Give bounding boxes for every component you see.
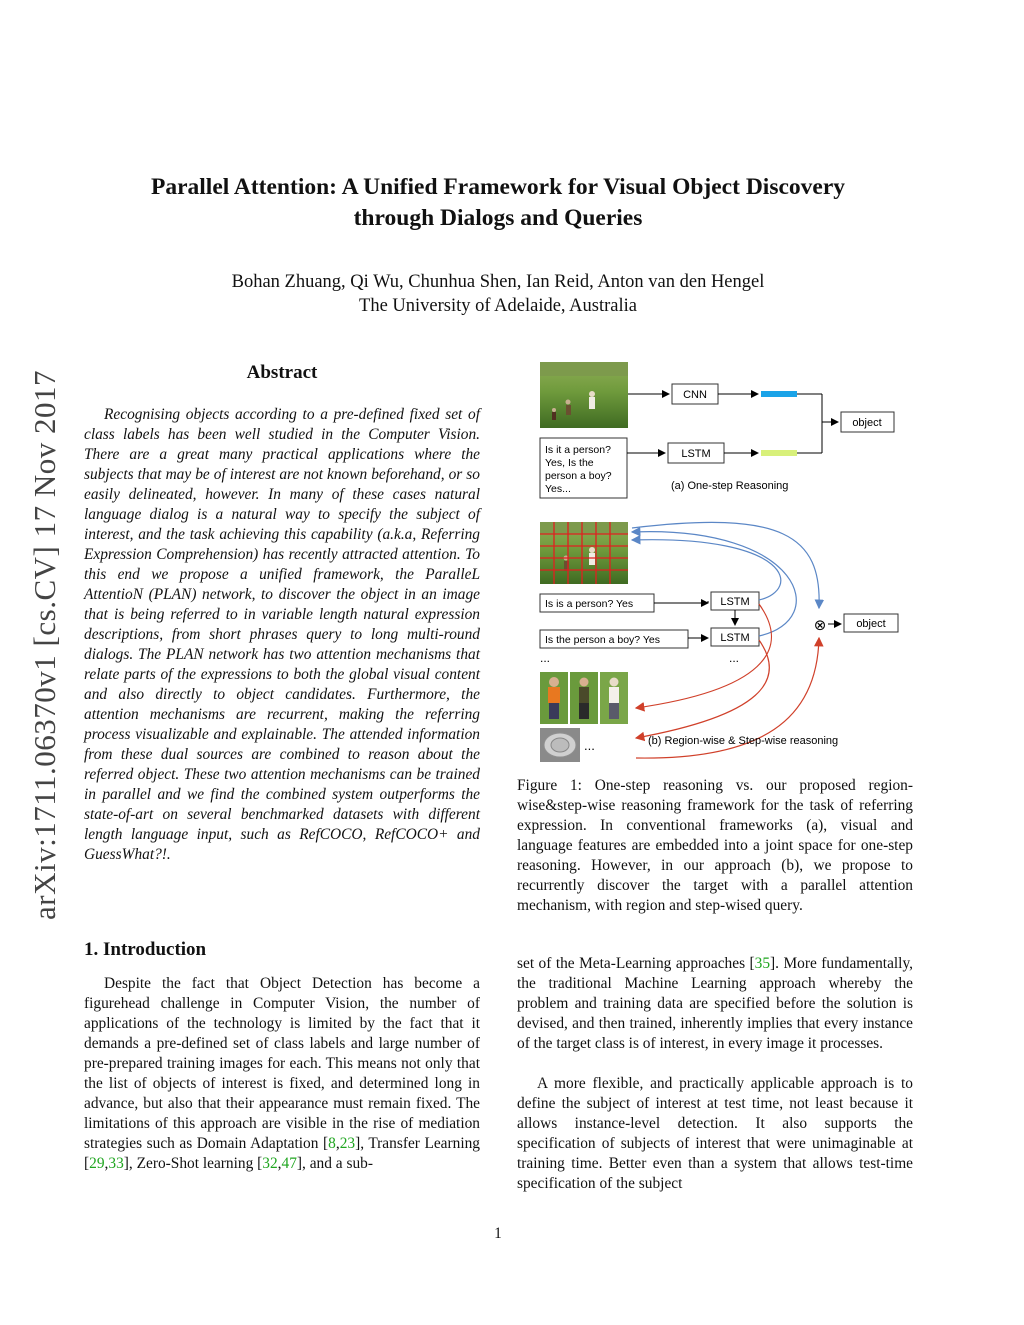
introduction-heading: 1. Introduction <box>84 939 207 960</box>
abstract-heading: Abstract <box>246 362 318 383</box>
ellipsis-left: ... <box>540 651 551 665</box>
right-text-b: ]. More fundamentally, the traditional Machine Learning approach whereby the problem and training data are specified before the solution is devised, and then trained, inherently implies that every instance of the target class is of interest, in every image it processes. <box>517 955 913 1052</box>
lstm-label-b1: LSTM <box>720 596 750 608</box>
introduction-paragraph <box>84 974 480 1174</box>
intro-text-c: ], Zero-Shot learning [ <box>123 1155 263 1172</box>
author-names: Bohan Zhuang, Qi Wu, Chunhua Shen, Ian Reid, Anton van den Hengel <box>231 272 765 292</box>
ellipsis-right: ... <box>729 651 740 665</box>
figure-caption: Figure 1: One-step reasoning vs. our proposed region-wise&step-wise reasoning framework for the task of referring expression. In conventional frameworks (a), visual and language features are embedded into a joint space for one-step reasoning. However, in our approach (b), we propose to recurrently discover the target with a parallel attention mechanism, with region and step-wised query. <box>517 777 913 914</box>
author-affiliation: The University of Adelaide, Australia <box>359 296 637 316</box>
intro-text-d: ], and a sub- <box>296 1155 373 1172</box>
citation-35[interactable]: 35 <box>754 955 771 972</box>
citation-47[interactable]: 47 <box>281 1155 297 1172</box>
query-2: Is the person a boy? Yes <box>545 634 661 646</box>
dialog-line-4: Yes... <box>545 483 571 495</box>
query-1: Is is a person? Yes <box>545 598 634 610</box>
arxiv-id: arXiv:1711.06370v1 [cs.CV] 17 Nov 2017 <box>27 370 62 920</box>
right-paragraph-1 <box>517 954 913 1054</box>
citation-23[interactable]: 23 <box>339 1135 356 1152</box>
dialog-line-2: Yes, Is the <box>545 457 594 469</box>
paper-title <box>60 172 936 234</box>
caption-b: (b) Region-wise & Step-wise reasoning <box>648 735 839 747</box>
object-label-b: object <box>856 618 886 630</box>
caption-a: (a) One-step Reasoning <box>671 480 789 492</box>
visual-feature-bar <box>761 391 797 397</box>
intro-comma-3: , <box>277 1155 282 1172</box>
citation-8[interactable]: 8 <box>328 1135 336 1152</box>
page-number: 1 <box>494 1225 502 1242</box>
field-photo-a <box>540 362 628 428</box>
author-block <box>60 270 936 318</box>
ellipsis-crops: ... <box>584 738 595 753</box>
dialog-line-3: person a boy? <box>545 470 612 482</box>
object-label-a: object <box>852 417 882 429</box>
citation-33[interactable]: 33 <box>108 1155 124 1172</box>
arxiv-sidebar <box>20 345 70 945</box>
right-text-a: set of the Meta-Learning approaches [ <box>517 955 755 972</box>
language-feature-bar <box>761 450 797 456</box>
intro-text-b: ], Transfer Learning [ <box>84 1135 480 1172</box>
abstract-text: Recognising objects according to a pre-defined fixed set of class labels has been well studied in the Computer Vision. There are a great many practical applications where the subjects that may be of interest are not known beforehand, or so easily delineated, however. In many of these cases natural language dialog is a natural way to specify the subject of interest, and the task achieving this capability (a.k.a, Referring Expression Comprehension) has recently attracted attention. To this end we propose a unified framework, the ParalleL AttentioN (PLAN) network, to discover the object in an image that is being referred to in variable length natural expression descriptions, from short phrases query to long multi-round dialogs. The PLAN network has two attention mechanisms that relate parts of the expressions to both the global visual content and also directly to object candidates. Furthermore, the attention mechanisms are recurrent, making the referring process visualizable and explainable. The attended information from these dual sources are combined to reason about the referred object. These two attention mechanisms can be trained in parallel and we find the combined system outperforms the state-of-art on several benchmarked datasets with different length language input, such as RefCOCO, RefCOCO+ and GuessWhat?!. <box>84 406 480 863</box>
citation-32[interactable]: 32 <box>262 1155 278 1172</box>
figure-1 <box>532 360 922 770</box>
intro-comma-2: , <box>104 1155 109 1172</box>
intro-text-a: Despite the fact that Object Detection has become a figurehead challenge in Computer Vision, the number of applications of the technology is limited by the fact that it demands a pre-defined set of class labels and large number of pre-prepared training images for each. This means not only that the list of objects of interest is fixed, and determined long in advance, but also that their appearance must remain fixed. The limitations of this approach are visible in the rise of mediation strategies such as Domain Adaptation [ <box>84 975 480 1152</box>
grid-photo-b <box>540 522 628 584</box>
title-line-1: Parallel Attention: A Unified Framework for Visual Object Discovery <box>150 174 846 200</box>
dialog-box-a <box>540 438 627 498</box>
intro-comma-1: , <box>335 1135 340 1152</box>
otimes-symbol: ⊗ <box>813 617 827 634</box>
dialog-line-1: Is it a person? <box>545 444 611 456</box>
lstm-label-a: LSTM <box>681 448 711 460</box>
lstm-label-b2: LSTM <box>720 632 750 644</box>
citation-29[interactable]: 29 <box>89 1155 105 1172</box>
right-paragraph-2: A more flexible, and practically applicable approach is to define the subject of interest at test time, not least because it allows instance-level detection. It also supports the specification of subjects of interest that were unimaginable at training time. Better even than a system that allows test-time specification of the subject <box>517 1075 913 1192</box>
title-line-2: through Dialogs and Queries <box>353 205 643 231</box>
cnn-label: CNN <box>683 389 707 401</box>
